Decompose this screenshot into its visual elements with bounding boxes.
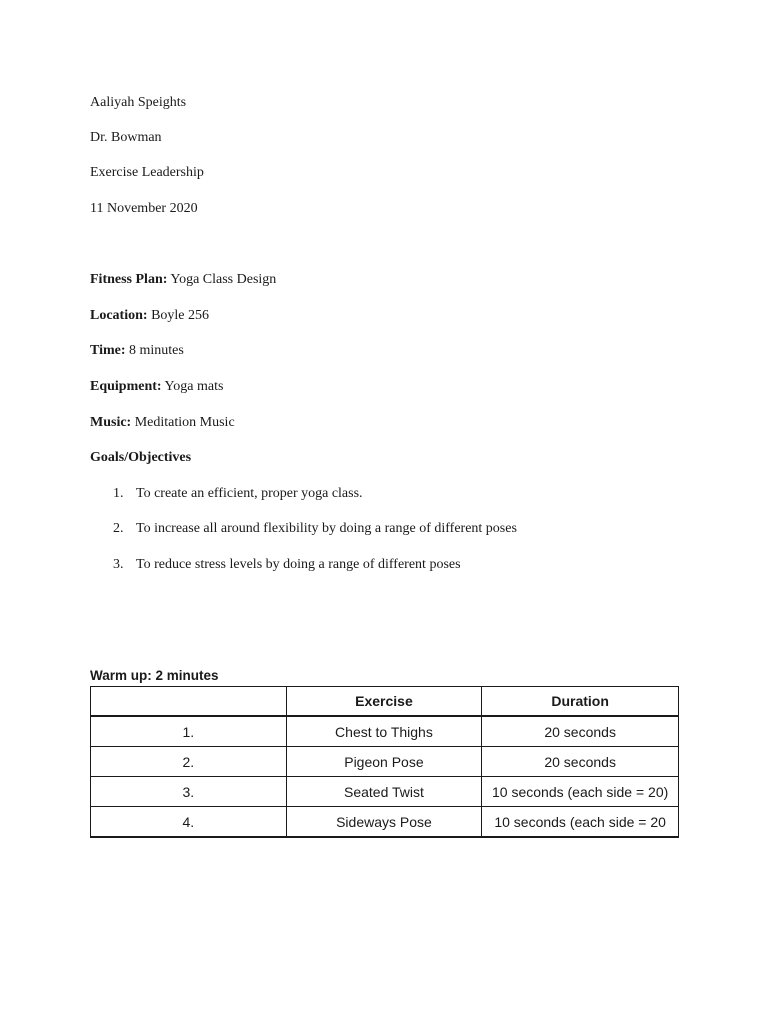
detail-fitness-plan [90, 272, 276, 288]
detail-music [90, 415, 235, 431]
goal-item [113, 486, 363, 502]
row-exercise: Pigeon Pose [286, 747, 482, 777]
row-duration: 20 seconds [482, 747, 679, 777]
goals-heading [90, 450, 191, 466]
warmup-title: Warm up: 2 minutes [90, 668, 219, 683]
goal-number: 3. [113, 557, 124, 572]
table-row [91, 777, 679, 807]
detail-value: Meditation Music [131, 415, 235, 430]
header-cell-exercise: Exercise [286, 687, 482, 717]
row-index: 4. [91, 807, 287, 838]
detail-value: 8 minutes [125, 343, 184, 358]
goals-heading-text: Goals/Objectives [90, 450, 192, 465]
instructor-name: Dr. Bowman [90, 130, 162, 145]
row-duration: 20 seconds [482, 716, 679, 747]
detail-equipment [90, 379, 223, 395]
row-exercise: Seated Twist [286, 777, 482, 807]
detail-value: Boyle 256 [147, 308, 210, 323]
row-index: 2. [91, 747, 287, 777]
detail-label: Time: [90, 343, 126, 358]
row-duration: 10 seconds (each side = 20) [482, 777, 679, 807]
student-name: Aaliyah Speights [90, 95, 187, 110]
course-name: Exercise Leadership [90, 165, 204, 180]
table-row [91, 716, 679, 747]
detail-value: Yoga mats [161, 379, 224, 394]
row-exercise: Sideways Pose [286, 807, 482, 838]
goal-text: To reduce stress levels by doing a range of different poses [136, 557, 461, 572]
detail-time [90, 343, 184, 359]
header-cell-index [91, 687, 287, 717]
goal-text: To increase all around flexibility by doing a range of different poses [136, 521, 517, 536]
header-cell-duration: Duration [482, 687, 679, 717]
table-row [91, 747, 679, 777]
document-date: 11 November 2020 [90, 201, 198, 216]
detail-label: Equipment: [90, 379, 162, 394]
row-duration: 10 seconds (each side = 20 [482, 807, 679, 838]
row-index: 3. [91, 777, 287, 807]
table-header-row [91, 687, 679, 717]
goal-number: 1. [113, 486, 124, 501]
detail-value: Yoga Class Design [167, 272, 277, 287]
row-index: 1. [91, 716, 287, 747]
goal-item [113, 557, 461, 573]
detail-location [90, 308, 209, 324]
goal-text: To create an efficient, proper yoga class. [136, 486, 363, 501]
detail-label: Fitness Plan: [90, 272, 168, 287]
row-exercise: Chest to Thighs [286, 716, 482, 747]
warmup-table [90, 686, 679, 838]
goal-number: 2. [113, 521, 124, 536]
table-row [91, 807, 679, 838]
detail-label: Location: [90, 308, 148, 323]
goal-item [113, 521, 517, 537]
detail-label: Music: [90, 415, 132, 430]
